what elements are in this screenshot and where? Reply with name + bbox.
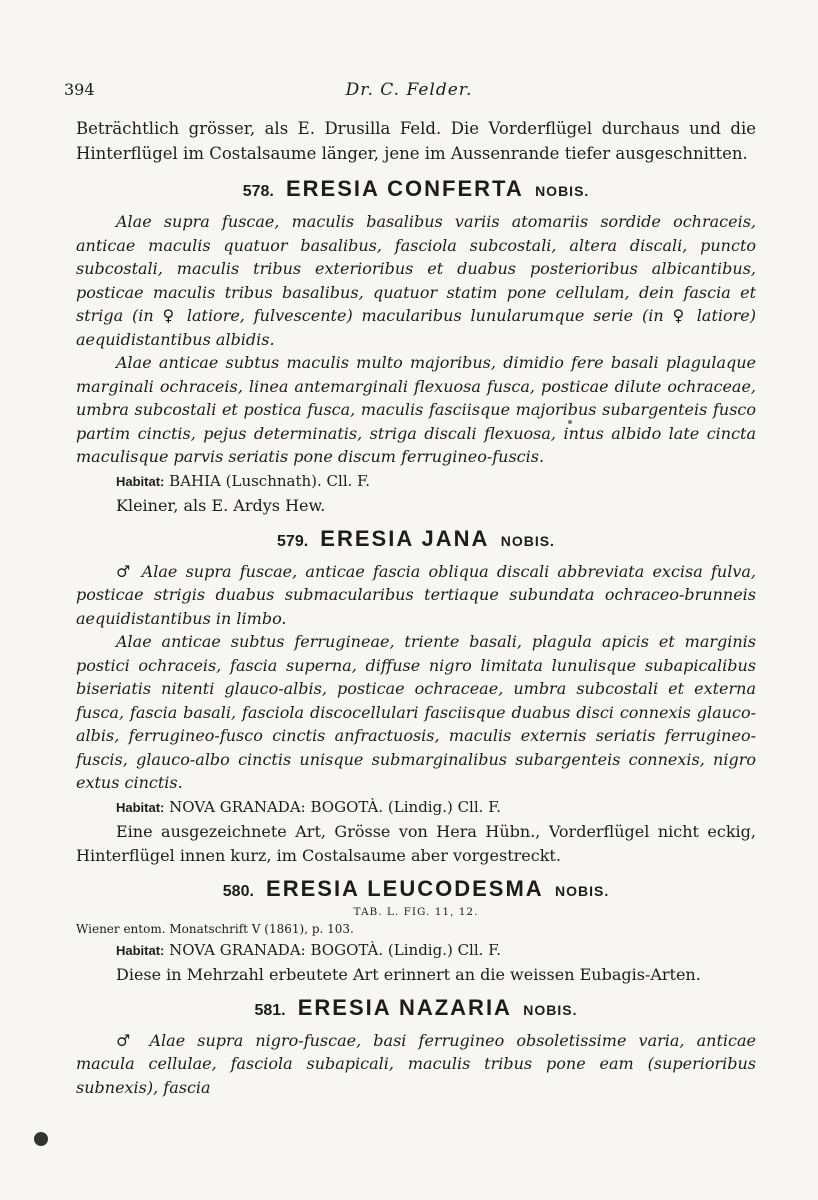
description-underside: Alae anticae subtus maculis multo majoribus, dimidio fere basali plagulaque marginali ochraceis, linea antemarginali flexuosa fusca, posticae dilute ochraceae, umbra subcostali et postica fusca, maculis fasciisque majoribus subargenteis fusco partim cinctis, pejus determinatis, striga discali flexuosa, intus albido late cincta maculisque parvis seriatis pone discum ferrugineo-fuscis.: [76, 353, 756, 466]
species-name: ERESIA JANA: [320, 525, 489, 551]
description-underside: Alae anticae subtus ferrugineae, triente basali, plagula apicis et marginis postici ochraceis, fascia superna, diffuse nigro limitata lunulisque subapicalibus biseriatis nitenti glauco-albis, posticae ochraceae, umbra subcostali et externa fusca, fascia basali, fasciola discocellulari fasciisque duabus disci connexis glauco-albis, ferrugineo-fusco cinctis anfractuosis, maculis externis seriatis ferrugineo-fuscis, glauco-albo cinctis unisque submarginalibus subargenteis connexis, nigro extus cinctis.: [76, 632, 756, 792]
habitat-value: NOVA GRANADA: BOGOTÀ. (Lindig.) Cll. F.: [169, 940, 502, 959]
habitat-label: Habitat:: [116, 799, 165, 815]
species-number: 578.: [242, 183, 274, 200]
species-number: 579.: [277, 532, 309, 550]
description-upperside: Alae supra fuscae, maculis basalibus variis atomariis sordide ochraceis, anticae maculis quatuor basalibus, fasciola subcostali, altera discali, puncto subcostali, maculis tribus exterioribus et duabus posterioribus albicantibus, posticae maculis tribus basalibus, quatuor statim pone cellulam, dein fascia et striga (in ♀ latiore, fulvescente) macularibus lunularumque serie (in ♀ latiore) aequidistantibus albidis.: [76, 212, 756, 349]
description-upperside: ♂ Alae supra fuscae, anticae fascia obliqua discali abbreviata excisa fulva, posticae strigis duabus submacularibus tertiaque subundata ochraceo-brunneis aequidistantibus in limbo.: [76, 561, 756, 628]
habitat-value: NOVA GRANADA: BOGOTÀ. (Lindig.) Cll. F.: [169, 797, 502, 816]
ink-blot: [34, 1132, 48, 1146]
running-title: Dr. C. Felder.: [345, 80, 473, 100]
species-heading-580: [76, 876, 756, 902]
species-number: 580.: [222, 882, 254, 900]
species-heading-581: [76, 995, 756, 1021]
species-author: NOBIS.: [523, 1001, 578, 1018]
page-header: [60, 80, 758, 104]
page-body: [76, 116, 756, 1099]
species-name: ERESIA LEUCODESMA: [266, 875, 543, 901]
habitat-line: [76, 795, 756, 820]
intro-paragraph: Beträchtlich grösser, als E. Drusilla Feld. Die Vorderflügel durchaus und die Hinterflügel im Costalsaume länger, jene im Aussenrande tiefer ausgeschnitten.: [76, 119, 756, 163]
species-heading-579: [76, 526, 756, 552]
habitat-line: [76, 938, 756, 963]
remark: Eine ausgezeichnete Art, Grösse von Hera Hübn., Vorderflügel nicht eckig, Hinterflügel innen kurz, im Costalsaume aber vorgestreckt.: [76, 821, 756, 865]
description-upperside: ♂ Alae supra nigro-fuscae, basi ferrugineo obsoletissime varia, anticae macula cellulae, fasciola subapicali, maculis tribus pone eam (superioribus subnexis), fascia: [76, 1030, 756, 1097]
plate-reference: TAB. L. FIG. 11, 12.: [353, 905, 479, 918]
species-name: ERESIA CONFERTA: [285, 176, 523, 201]
literature-reference: Wiener entom. Monatschrift V (1861), p. 103.: [76, 921, 354, 936]
remark: Kleiner, als E. Ardys Hew.: [116, 495, 326, 515]
remark: Diese in Mehrzahl erbeutete Art erinnert an die weissen Eubagis-Arten.: [116, 964, 701, 984]
habitat-line: [76, 469, 756, 494]
species-name: ERESIA NAZARIA: [297, 994, 512, 1020]
habitat-value: BAHIA (Luschnath). Cll. F.: [169, 471, 370, 490]
species-number: 581.: [254, 1001, 286, 1019]
page-number: 394: [64, 80, 95, 99]
species-heading-578: [76, 176, 756, 202]
species-author: NOBIS.: [555, 882, 610, 899]
species-author: NOBIS.: [535, 183, 590, 199]
species-author: NOBIS.: [500, 532, 555, 549]
ink-speck: [568, 420, 572, 424]
habitat-label: Habitat:: [116, 942, 165, 958]
habitat-label: Habitat:: [116, 473, 165, 489]
